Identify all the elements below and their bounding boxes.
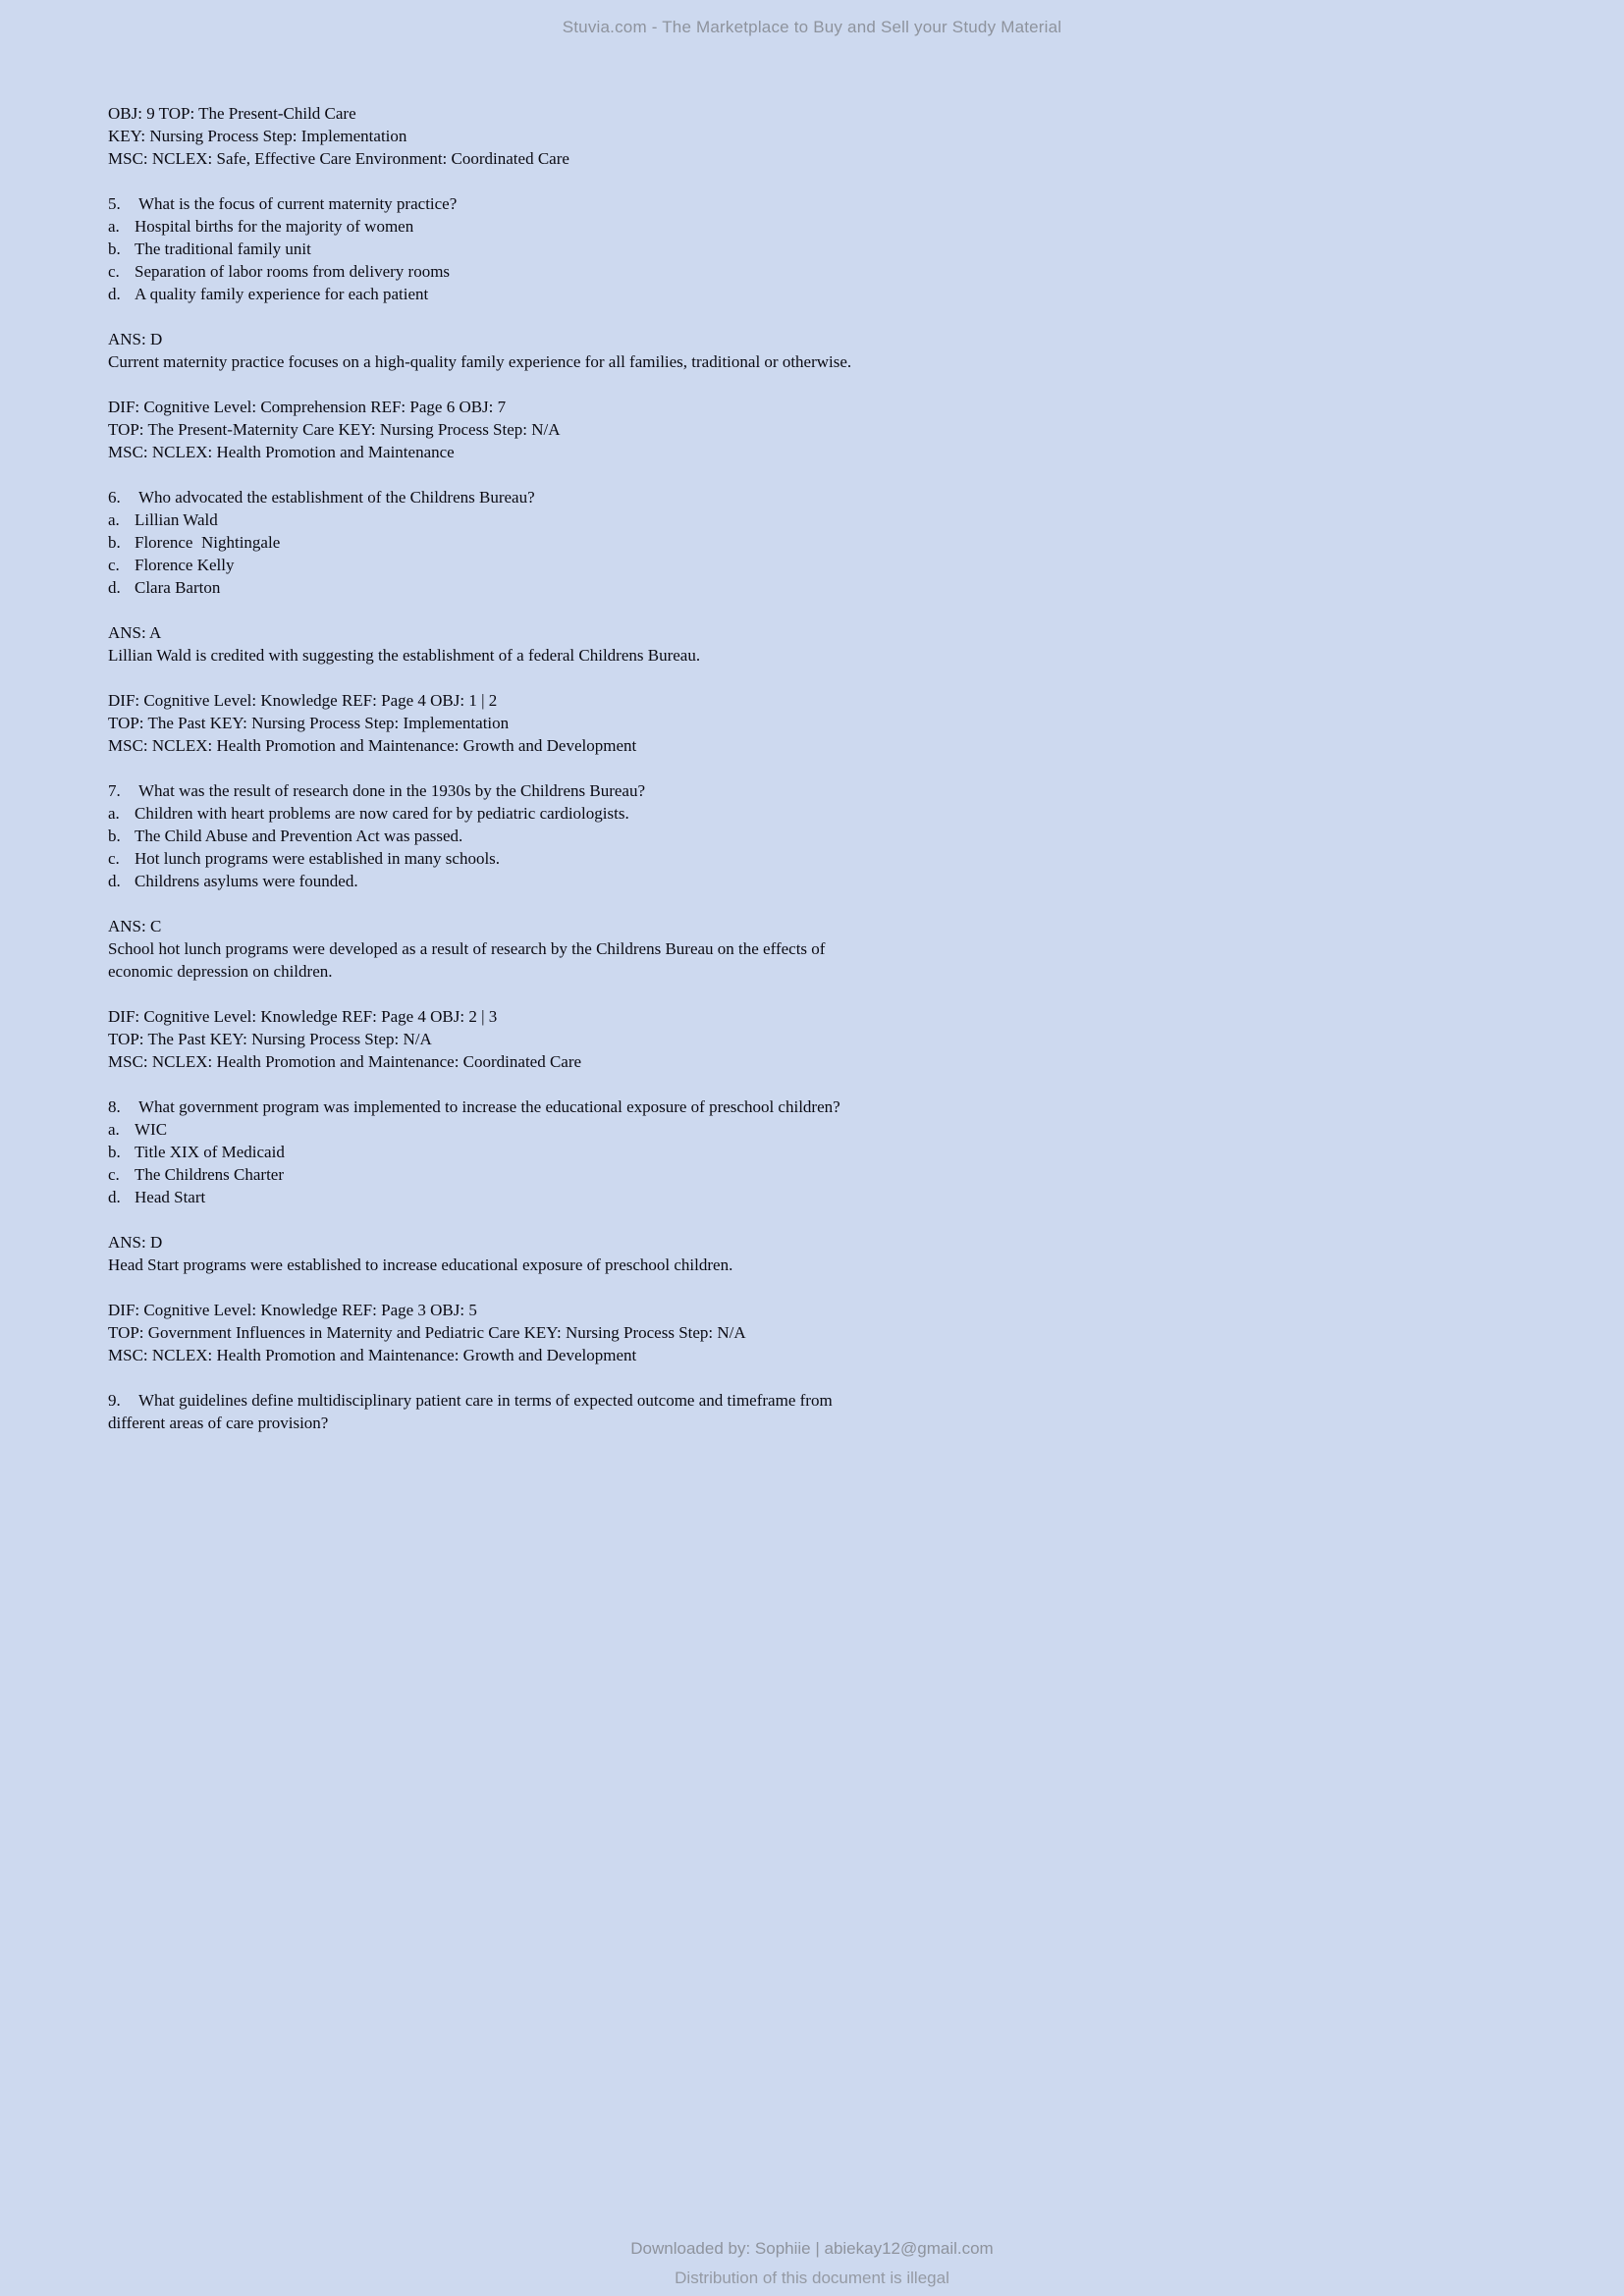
question-number: 8.: [108, 1097, 121, 1116]
question-text: What government program was implemented to increase the educational exposure of preschool children?: [138, 1097, 840, 1116]
meta-line: DIF: Cognitive Level: Comprehension REF: Page 6 OBJ: 7: [108, 398, 507, 416]
meta-line: TOP: The Past KEY: Nursing Process Step: Implementation: [108, 714, 510, 732]
option-letter: a.: [108, 510, 120, 529]
question-line: [108, 192, 1565, 215]
question-text: Who advocated the establishment of the Childrens Bureau?: [138, 488, 535, 507]
option-text: A quality family experience for each patient: [135, 285, 429, 303]
answer-block: [108, 621, 1565, 667]
answer-option: [108, 1186, 1565, 1208]
question-number: 7.: [108, 781, 121, 800]
question-text-continuation: different areas of care provision?: [108, 1414, 329, 1432]
question-line: [108, 1389, 1565, 1412]
answer-label: ANS: D: [108, 330, 163, 348]
meta-block: [108, 689, 1565, 757]
question-block: [108, 486, 1565, 599]
option-letter: a.: [108, 1120, 120, 1139]
question-line: [108, 779, 1565, 802]
option-text: The Childrens Charter: [135, 1165, 285, 1184]
option-text: The Child Abuse and Prevention Act was passed.: [135, 827, 463, 845]
answer-option: [108, 283, 1565, 305]
answer-option: [108, 554, 1565, 576]
question-text: What is the focus of current maternity practice?: [138, 194, 458, 213]
question-block: [108, 1095, 1565, 1208]
meta-block: [108, 1299, 1565, 1366]
answer-option: [108, 802, 1565, 825]
answer-option: [108, 847, 1565, 870]
question-text: What was the result of research done in the 1930s by the Childrens Bureau?: [138, 781, 645, 800]
option-letter: c.: [108, 1165, 120, 1184]
option-text: Lillian Wald: [135, 510, 218, 529]
answer-block: [108, 915, 1565, 983]
meta-line: DIF: Cognitive Level: Knowledge REF: Page 4 OBJ: 2 | 3: [108, 1007, 498, 1026]
answer-option: [108, 1141, 1565, 1163]
option-letter: d.: [108, 872, 121, 890]
option-letter: d.: [108, 1188, 121, 1206]
meta-block: [108, 396, 1565, 463]
answer-option: [108, 260, 1565, 283]
rationale-line: Lillian Wald is credited with suggesting the establishment of a federal Childrens Bureau.: [108, 646, 701, 665]
meta-line: OBJ: 9 TOP: The Present-Child Care: [108, 104, 356, 123]
answer-label: ANS: C: [108, 917, 162, 935]
option-text: Clara Barton: [135, 578, 221, 597]
option-letter: d.: [108, 578, 121, 597]
rationale-line: Head Start programs were established to increase educational exposure of preschool children.: [108, 1255, 733, 1274]
meta-line: KEY: Nursing Process Step: Implementation: [108, 127, 407, 145]
answer-option: [108, 576, 1565, 599]
option-letter: a.: [108, 217, 120, 236]
option-letter: b.: [108, 1143, 121, 1161]
answer-label: ANS: D: [108, 1233, 163, 1252]
option-text: Florence Nightingale: [135, 533, 281, 552]
option-letter: b.: [108, 240, 121, 258]
meta-line: DIF: Cognitive Level: Knowledge REF: Page 4 OBJ: 1 | 2: [108, 691, 498, 710]
option-text: Childrens asylums were founded.: [135, 872, 358, 890]
meta-line: MSC: NCLEX: Safe, Effective Care Environment: Coordinated Care: [108, 149, 569, 168]
answer-option: [108, 508, 1565, 531]
question-line: [108, 486, 1565, 508]
question-block: [108, 1389, 1565, 1434]
option-text: Hot lunch programs were established in many schools.: [135, 849, 501, 868]
answer-option: [108, 825, 1565, 847]
option-text: Children with heart problems are now cared for by pediatric cardiologists.: [135, 804, 629, 823]
rationale-line: Current maternity practice focuses on a high-quality family experience for all families, traditional or otherwise.: [108, 352, 852, 371]
meta-block: [108, 1005, 1565, 1073]
meta-line: DIF: Cognitive Level: Knowledge REF: Page 3 OBJ: 5: [108, 1301, 477, 1319]
page-header: [0, 18, 1624, 37]
option-letter: b.: [108, 827, 121, 845]
option-text: The traditional family unit: [135, 240, 311, 258]
footer-warning: Distribution of this document is illegal: [675, 2269, 949, 2287]
meta-line: TOP: The Past KEY: Nursing Process Step: N/A: [108, 1030, 432, 1048]
option-letter: c.: [108, 262, 120, 281]
meta-block: [108, 102, 1565, 170]
document-content: [108, 102, 1565, 1457]
option-text: Title XIX of Medicaid: [135, 1143, 285, 1161]
meta-line: MSC: NCLEX: Health Promotion and Maintenance: [108, 443, 455, 461]
answer-option: [108, 1163, 1565, 1186]
option-text: WIC: [135, 1120, 168, 1139]
footer-downloaded-by: Downloaded by: Sophiie | abiekay12@gmail.com: [630, 2239, 994, 2258]
question-block: [108, 192, 1565, 305]
option-letter: c.: [108, 849, 120, 868]
option-text: Head Start: [135, 1188, 206, 1206]
option-text: Florence Kelly: [135, 556, 235, 574]
answer-option: [108, 1118, 1565, 1141]
header-text: Stuvia.com - The Marketplace to Buy and Sell your Study Material: [562, 18, 1062, 36]
answer-option: [108, 531, 1565, 554]
rationale-line: economic depression on children.: [108, 962, 333, 981]
meta-line: MSC: NCLEX: Health Promotion and Maintenance: Growth and Development: [108, 736, 637, 755]
option-text: Separation of labor rooms from delivery rooms: [135, 262, 451, 281]
meta-line: TOP: The Present-Maternity Care KEY: Nursing Process Step: N/A: [108, 420, 561, 439]
answer-block: [108, 328, 1565, 373]
answer-option: [108, 870, 1565, 892]
question-block: [108, 779, 1565, 892]
meta-line: MSC: NCLEX: Health Promotion and Maintenance: Coordinated Care: [108, 1052, 582, 1071]
answer-label: ANS: A: [108, 623, 162, 642]
option-letter: a.: [108, 804, 120, 823]
rationale-line: School hot lunch programs were developed as a result of research by the Childrens Bureau on the effects of: [108, 939, 826, 958]
answer-option: [108, 215, 1565, 238]
question-line: [108, 1095, 1565, 1118]
option-letter: c.: [108, 556, 120, 574]
meta-line: MSC: NCLEX: Health Promotion and Maintenance: Growth and Development: [108, 1346, 637, 1364]
question-number: 6.: [108, 488, 121, 507]
option-letter: d.: [108, 285, 121, 303]
meta-line: TOP: Government Influences in Maternity and Pediatric Care KEY: Nursing Process Step: N/A: [108, 1323, 746, 1342]
question-number: 5.: [108, 194, 121, 213]
question-text: What guidelines define multidisciplinary patient care in terms of expected outcome and timeframe from: [138, 1391, 833, 1410]
option-letter: b.: [108, 533, 121, 552]
page-footer: [0, 2234, 1624, 2293]
answer-block: [108, 1231, 1565, 1276]
answer-option: [108, 238, 1565, 260]
option-text: Hospital births for the majority of women: [135, 217, 414, 236]
question-number: 9.: [108, 1391, 121, 1410]
